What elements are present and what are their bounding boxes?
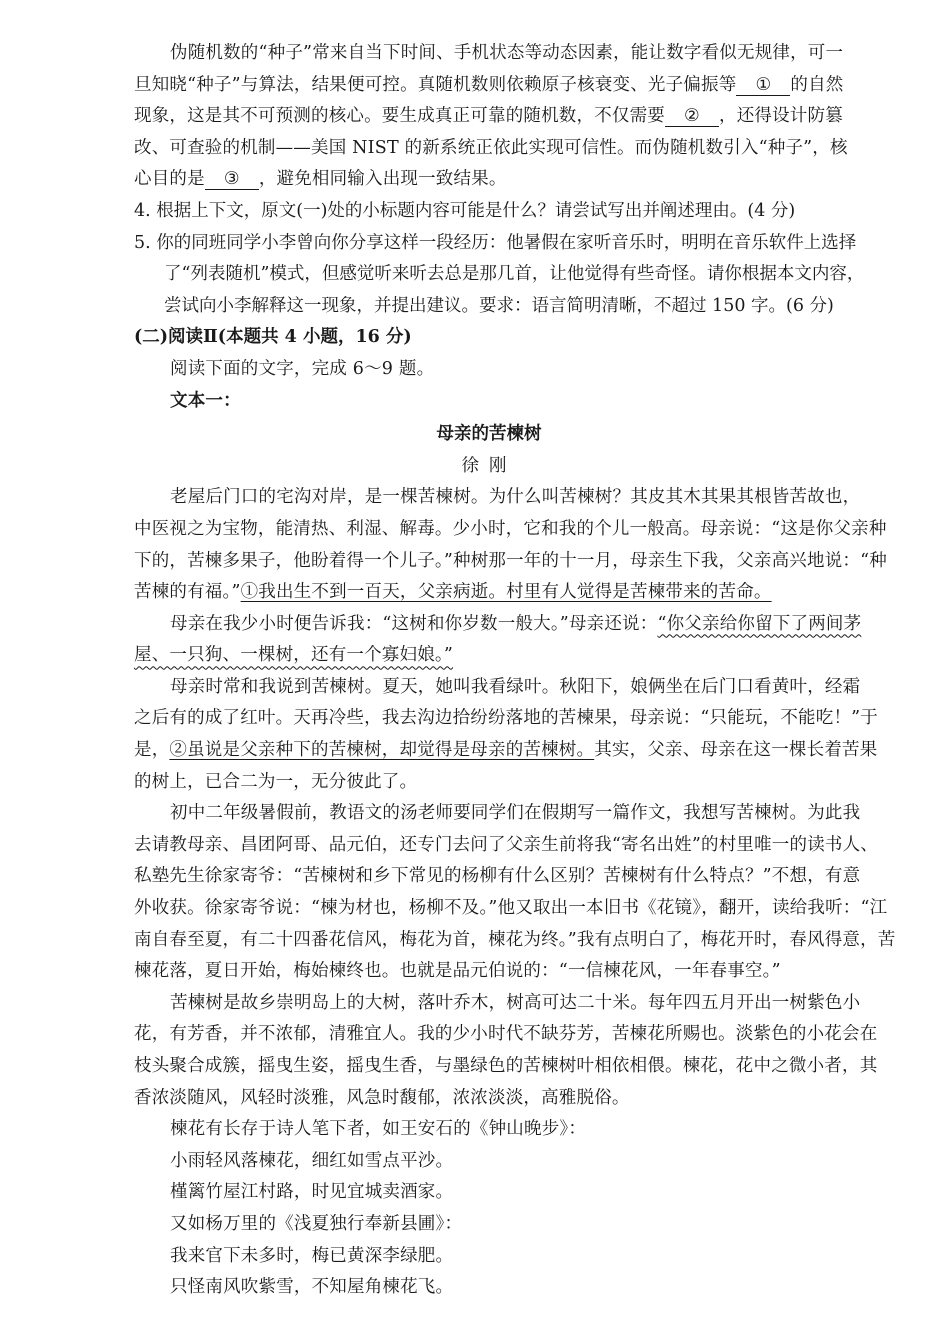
paragraph-line: 苦楝的有福。”①我出生不到一百天，父亲病逝。村里有人觉得是苦楝带来的苦命。	[134, 582, 772, 603]
question-5-cont: 尝试向小李解释这一现象，并提出建议。要求：语言简明清晰，不超过 150 字。(6 分)	[164, 295, 834, 316]
paragraph-line: 私塾先生徐家寄爷：“苦楝树和乡下常见的杨柳有什么区别？苦楝树有什么特点？”不想，有意	[134, 866, 861, 887]
paragraph-line: 楝花落，夏日开始，梅始楝终也。也就是品元伯说的：“一信楝花风，一年春事空。”	[134, 961, 781, 982]
paragraph-line: 外收获。徐家寄爷说：“楝为材也，杨柳不及。”他又取出一本旧书《花镜》，翻开，读给我听：“江	[134, 898, 888, 919]
text-line: 改、可查验的机制——美国 NIST 的新系统正依此实现可信性。而伪随机数引入“种子”，核	[134, 137, 848, 158]
paragraph-line: 初中二年级暑假前，教语文的汤老师要同学们在假期写一篇作文，我想写苦楝树。为此我	[170, 803, 861, 824]
paragraph-line: 苦楝树是故乡崇明岛上的大树，落叶乔木，树高可达二十米。每年四五月开出一树紫色小	[170, 992, 861, 1013]
wavy-underlined-quote: “你父亲给你留下了两间茅	[657, 613, 862, 634]
text-label: 文本一：	[170, 390, 241, 411]
paragraph-line: 下的，苦楝多果子，他盼着得一个儿子。”种树那一年的十一月，母亲生下我，父亲高兴地说：“种	[134, 550, 887, 571]
paragraph-line: 楝花有长存于诗人笔下者，如王安石的《钟山晚步》：	[170, 1119, 587, 1140]
paragraph-line: 的树上，已合二为一，无分彼此了。	[134, 771, 418, 792]
paragraph-line: 母亲时常和我说到苦楝树。夏天，她叫我看绿叶。秋阳下，娘俩坐在后门口看黄叶，经霜	[170, 676, 861, 697]
section-instruction: 阅读下面的文字，完成 6～9 题。	[170, 358, 435, 379]
paragraph-line: 枝头聚合成簇，摇曳生姿，摇曳生香，与墨绿色的苦楝树叶相依相偎。楝花，花中之微小者，其	[134, 1056, 878, 1076]
poem-line: 只怪南风吹紫雪，不知屋角楝花飞。	[170, 1277, 454, 1298]
question-5-cont: 了“列表随机”模式，但感觉听来听去总是那几首，让他觉得有些奇怪。请你根据本文内容，	[164, 264, 865, 285]
paragraph-line: 花，有芳香，并不浓郁，清雅宜人。我的少小时代不缺芬芳，苦楝花所赐也。淡紫色的小花会在	[134, 1024, 878, 1045]
paragraph-line: 之后有的成了红叶。天再冷些，我去沟边拾纷纷落地的苦楝果，母亲说：“只能玩，不能吃！”于	[134, 708, 878, 729]
poem-line: 小雨轻风落楝花，细红如雪点平沙。	[170, 1150, 454, 1171]
paragraph-line: 中医视之为宝物，能清热、利湿、解毒。少小时，它和我的个儿一般高。母亲说：“这是你父亲种	[134, 518, 887, 539]
question-4: 4. 根据上下文，原文(一)处的小标题内容可能是什么？请尝试写出并阐述理由。(4 分)	[134, 200, 796, 221]
blank-3: ③	[205, 169, 259, 190]
paragraph-line	[134, 640, 874, 672]
blank-2: ②	[665, 106, 719, 127]
section-2	[134, 322, 874, 417]
blank-1: ①	[736, 75, 790, 96]
poem-line: 我来官下未多时，梅已黄深李绿肥。	[170, 1245, 454, 1266]
text-line: 心目的是 ③ ，避免相同输入出现一致结果。	[134, 169, 507, 190]
paragraph-line: 又如杨万里的《浅夏独行奉新县圃》：	[170, 1213, 463, 1234]
article	[134, 419, 896, 1304]
questions	[134, 196, 874, 322]
text-line: 旦知晓“种子”与算法，结果便可控。真随机数则依赖原子核衰变、光子偏振等 ① 的自然	[134, 74, 844, 95]
question-5: 5. 你的同班同学小李曾向你分享这样一段经历：他暑假在家听音乐时，明明在音乐软件上选择	[134, 232, 857, 253]
paragraph-line: 老屋后门口的宅沟对岸，是一棵苦楝树。为什么叫苦楝树？其皮其木其果其根皆苦故也，	[170, 487, 861, 508]
passage-top	[134, 38, 874, 196]
paragraph-line: 香浓淡随风，风轻时淡雅，风急时馥郁，浓浓淡淡，高雅脱俗。	[134, 1087, 630, 1108]
underlined-sentence-1: ①我出生不到一百天，父亲病逝。村里有人觉得是苦楝带来的苦命。	[240, 582, 772, 603]
poem-line: 槿篱竹屋江村路，时见宜城卖酒家。	[170, 1182, 454, 1203]
paragraph-line: 南自春至夏，有二十四番花信风，梅花为首，楝花为终。”我有点明白了，梅花开时，春风得意，苦	[134, 929, 896, 950]
text-line: 现象，这是其不可预测的核心。要生成真正可靠的随机数，不仅需要 ② ，还得设计防篡	[134, 106, 843, 127]
paragraph-line: 去请教母亲、昌团阿哥、品元伯，还专门去问了父亲生前将我“寄名出姓”的村里唯一的读书人、	[134, 834, 878, 855]
text-line: 伪随机数的“种子”常来自当下时间、手机状态等动态因素，能让数字看似无规律，可一	[170, 43, 844, 63]
wavy-underlined-quote: 屋、一只狗、一棵树，还有一个寡妇娘。”	[134, 645, 453, 666]
paragraph-line: 是，②虽说是父亲种下的苦楝树，却觉得是母亲的苦楝树。其实，父亲、母亲在这一棵长着苦果	[134, 740, 878, 761]
underlined-sentence-2: ②虽说是父亲种下的苦楝树，却觉得是母亲的苦楝树。	[169, 740, 595, 761]
article-author: 徐刚	[461, 455, 517, 476]
section-heading: (二)阅读Ⅱ(本题共 4 小题，16 分)	[134, 327, 412, 348]
paragraph-line: 母亲在我少小时便告诉我：“这树和你岁数一般大。”母亲还说：“你父亲给你留下了两间茅	[170, 613, 862, 634]
article-title: 母亲的苦楝树	[436, 424, 542, 445]
